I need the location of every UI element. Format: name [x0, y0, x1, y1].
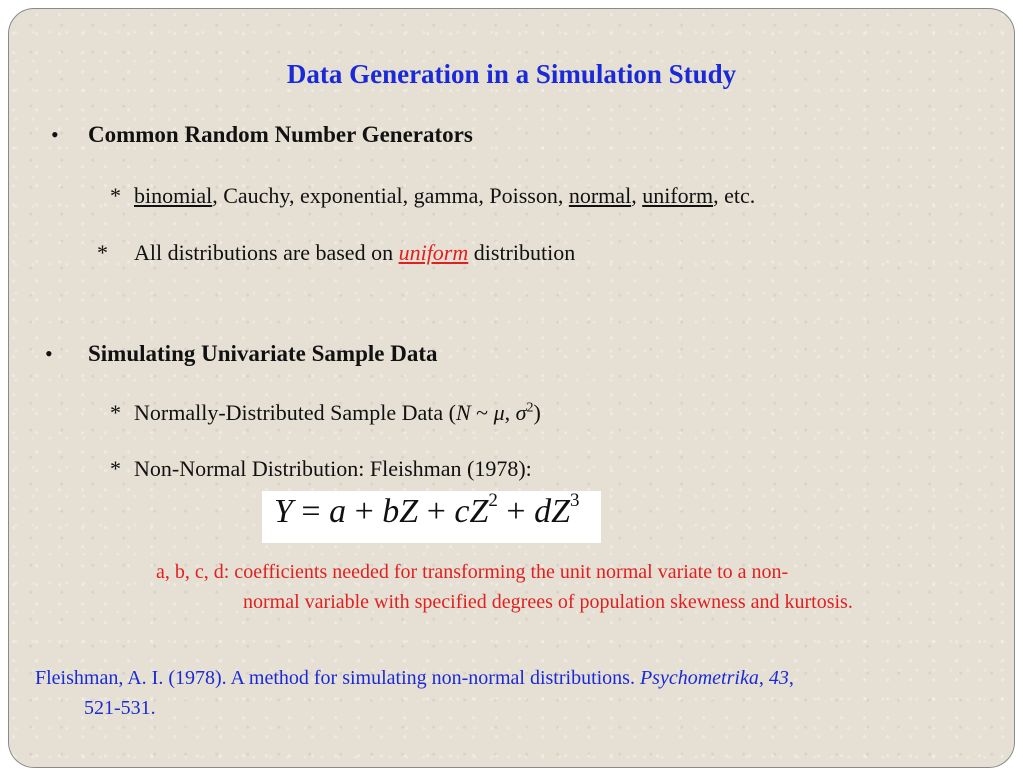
coefficients-line-2: normal variable with specified degrees of population skewness and kurtosis.	[243, 591, 853, 613]
section-heading-univariate: Simulating Univariate Sample Data	[88, 341, 438, 366]
eq-y: Y	[274, 493, 293, 530]
uniform-emphasis: uniform	[398, 240, 469, 265]
eq-plus: +	[497, 493, 535, 530]
distribution-list-end: , etc.	[713, 183, 756, 208]
slide-title: Data Generation in a Simulation Study	[286, 59, 737, 89]
mu-symbol: μ	[493, 400, 505, 425]
normal-sample-prefix: Normally-Distributed Sample Data (	[134, 400, 456, 425]
section-heading-generators: Common Random Number Generators	[88, 122, 473, 147]
bullet-icon: •	[45, 341, 53, 366]
reference-line-1	[35, 667, 794, 690]
reference-journal: Psychometrika	[639, 667, 759, 689]
eq-bz: bZ	[382, 493, 419, 530]
tilde-symbol: ~	[470, 400, 494, 425]
eq-exp-2: 2	[488, 489, 498, 511]
uniform-basis-suffix: distribution	[468, 240, 576, 265]
slide	[8, 8, 1015, 768]
distribution-list-mid: , Cauchy, exponential, gamma, Poisson,	[212, 183, 569, 208]
uniform-basis-prefix: All distributions are based on	[134, 240, 399, 265]
n-symbol: N	[455, 400, 471, 425]
distribution-list-comma: ,	[631, 183, 643, 208]
asterisk-marker: *	[97, 240, 108, 265]
binomial-link: binomial	[134, 183, 213, 208]
coefficients-line-1: a, b, c, d: coefficients needed for transforming the unit normal variate to a non-	[156, 561, 789, 583]
reference-text: Fleishman, A. I. (1978). A method for simulating non-normal distributions.	[35, 667, 640, 689]
eq-plus: +	[346, 493, 383, 530]
reference-pages: 521-531.	[84, 697, 156, 719]
reference-volume: 43	[768, 667, 789, 689]
asterisk-marker: *	[110, 183, 121, 208]
reference-comma: ,	[758, 667, 769, 689]
param-comma: ,	[504, 400, 516, 425]
close-paren: )	[533, 400, 541, 425]
asterisk-marker: *	[110, 456, 121, 481]
non-normal-text: Non-Normal Distribution: Fleishman (1978):	[134, 456, 532, 481]
uniform-link: uniform	[642, 183, 714, 208]
fleishman-equation	[274, 489, 580, 531]
asterisk-marker: *	[110, 400, 121, 425]
sigma-exponent: 2	[526, 400, 534, 416]
eq-equals: =	[292, 493, 330, 530]
eq-cz: cZ	[454, 493, 489, 530]
eq-dz: dZ	[534, 493, 571, 530]
distribution-list	[134, 183, 755, 209]
reference-comma: ,	[788, 667, 794, 689]
eq-plus: +	[418, 493, 455, 530]
bullet-icon: •	[51, 122, 59, 147]
sigma-symbol: σ	[515, 400, 527, 425]
uniform-basis-text	[134, 240, 575, 266]
normal-sample-text	[134, 400, 541, 426]
normal-link: normal	[568, 183, 632, 208]
fleishman-equation-box	[262, 491, 601, 543]
eq-exp-3: 3	[570, 489, 580, 511]
eq-a: a	[329, 493, 347, 530]
